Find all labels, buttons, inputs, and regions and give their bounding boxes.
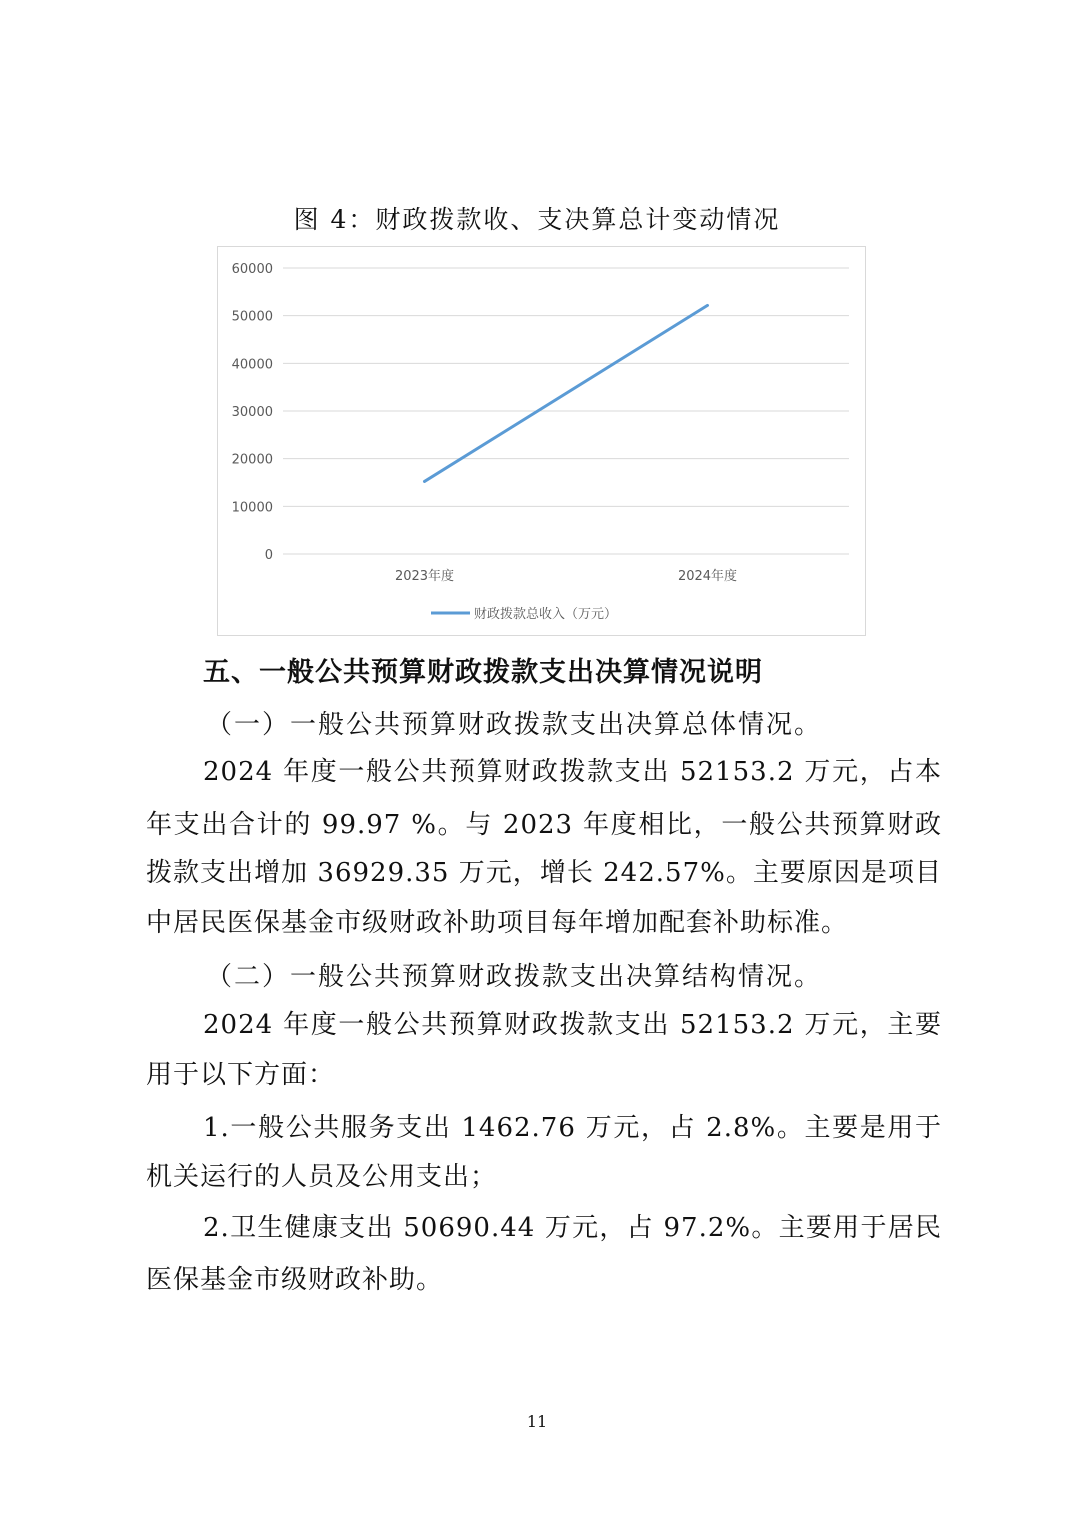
y-tick-label: 40000 [231, 357, 273, 373]
subheading-structure: （二）一般公共预算财政拨款支出决算结构情况。 [206, 962, 823, 992]
figure-caption: 图 4：财政拨款收、支决算总计变动情况 [293, 205, 781, 234]
y-tick-label: 10000 [231, 500, 273, 516]
y-tick-label: 0 [264, 548, 273, 563]
paragraph-line: 医保基金市级财政补助。 [146, 1265, 444, 1295]
chart-canvas [218, 247, 867, 637]
paragraph-line: 拨款支出增加 36929.35 万元，增长 242.57%。主要原因是项目 [146, 858, 942, 888]
y-tick-label: 60000 [231, 262, 273, 277]
subheading-overall: （一）一般公共预算财政拨款支出决算总体情况。 [206, 710, 823, 740]
list-item-general-services: 1.一般公共服务支出 1462.76 万元，占 2.8%。主要是用于 [203, 1113, 942, 1143]
paragraph-line: 年支出合计的 99.97 %。与 2023 年度相比，一般公共预算财政 [146, 810, 942, 840]
x-tick-label: 2024年度 [677, 569, 738, 584]
paragraph-line: 2024 年度一般公共预算财政拨款支出 52153.2 万元，主要 [203, 1010, 942, 1040]
x-tick-label: 2023年度 [394, 569, 455, 584]
paragraph-line: 机关运行的人员及公用支出； [146, 1162, 498, 1192]
list-item-health: 2.卫生健康支出 50690.44 万元，占 97.2%。主要用于居民 [203, 1213, 942, 1243]
page-number: 11 [526, 1412, 548, 1431]
paragraph-line: 用于以下方面： [146, 1060, 336, 1090]
line-chart [217, 246, 866, 636]
series-line [425, 305, 708, 481]
paragraph-line: 中居民医保基金市级财政补助项目每年增加配套补助标准。 [146, 908, 849, 938]
y-tick-label: 20000 [231, 452, 273, 468]
paragraph-line: 2024 年度一般公共预算财政拨款支出 52153.2 万元，占本 [203, 757, 942, 787]
y-tick-label: 30000 [231, 405, 273, 420]
y-tick-label: 50000 [231, 309, 273, 325]
section-heading: 五、一般公共预算财政拨款支出决算情况说明 [203, 657, 763, 688]
legend-label: 财政拨款总收入（万元） [474, 607, 618, 622]
